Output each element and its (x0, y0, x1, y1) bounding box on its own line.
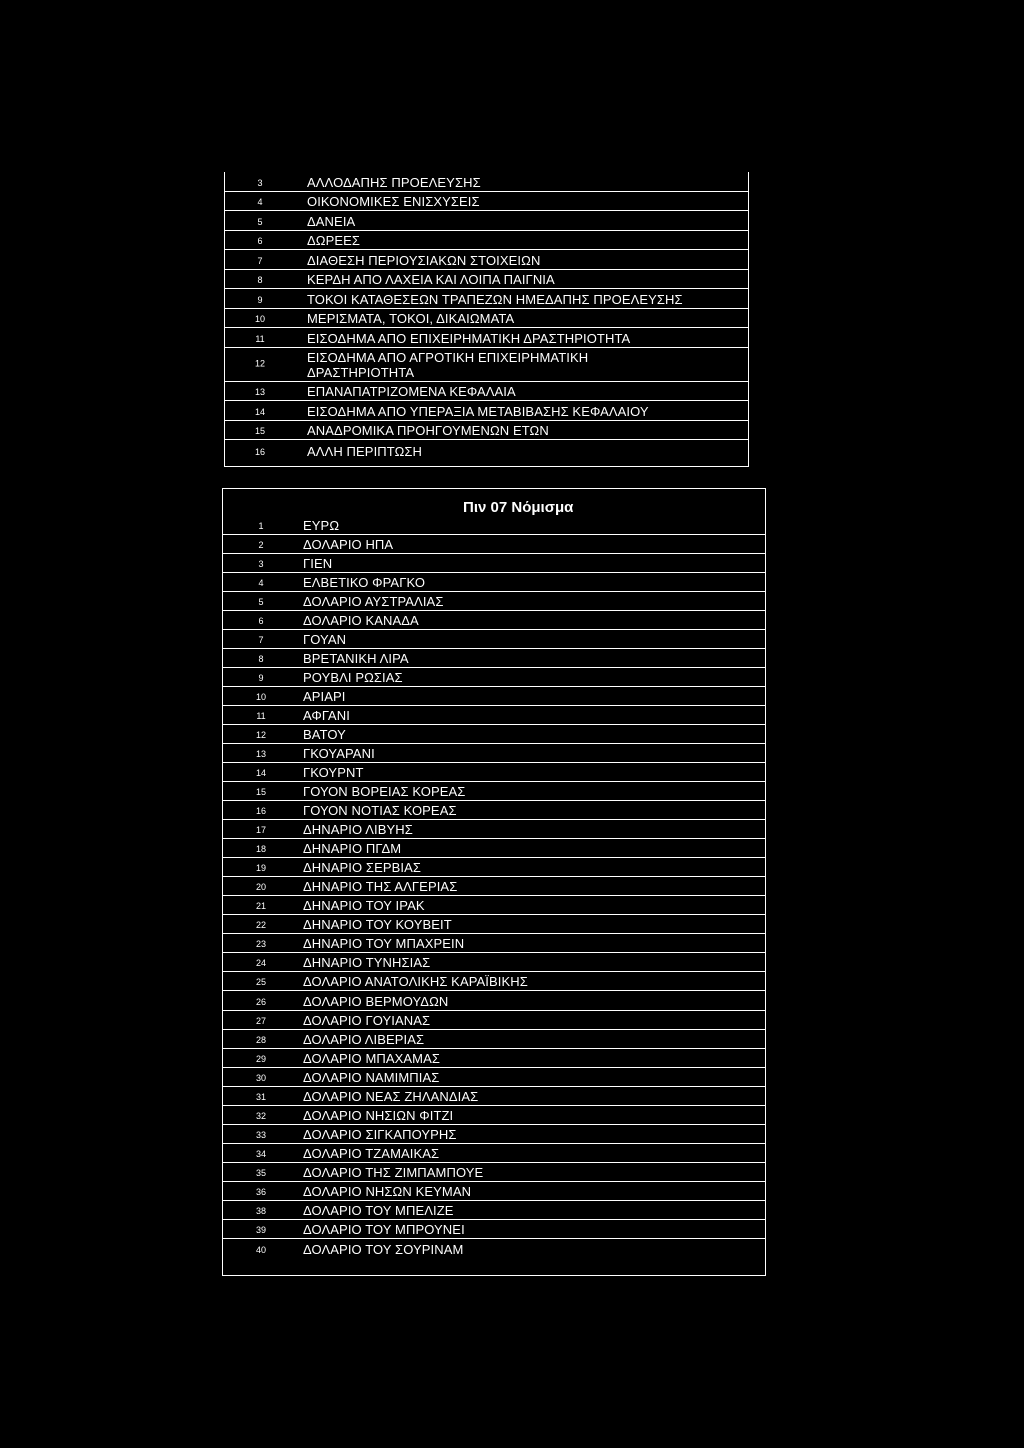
currency-row-number: 3 (258, 559, 264, 570)
income-row-number: 11 (255, 333, 265, 344)
income-row-label: ΑΝΑΔΡΟΜΙΚΑ ΠΡΟΗΓΟΥΜΕΝΩΝ ΕΤΩΝ (307, 423, 549, 438)
currency-row-number: 23 (255, 939, 266, 950)
income-row-label: ΟΙΚΟΝΟΜΙΚΕΣ ΕΝΙΣΧΥΣΕΙΣ (307, 194, 480, 209)
currency-row-label: ΔΟΛΑΡΙΟ ΣΙΓΚΑΠΟΥΡΗΣ (303, 1126, 457, 1142)
currency-row-label: ΔΟΛΑΡΙΟ ΤΟΥ ΣΟΥΡΙΝΑΜ (303, 1241, 464, 1257)
currency-row (223, 1125, 765, 1144)
currency-row-label: ΔΟΛΑΡΙΟ ΜΠΑΧΑΜΑΣ (303, 1050, 441, 1066)
income-row-label: ΤΟΚΟΙ ΚΑΤΑΘΕΣΕΩΝ ΤΡΑΠΕΖΩΝ ΗΜΕΔΑΠΗΣ ΠΡΟΕΛΕΥΣΗΣ (307, 291, 683, 307)
currency-row (223, 877, 765, 896)
currency-row (223, 1220, 765, 1239)
currency-row-number: 2 (258, 540, 264, 551)
currency-row (223, 668, 765, 687)
income-row (225, 421, 748, 441)
income-row-number: 4 (257, 197, 263, 207)
currency-row-label: ΕΥΡΩ (303, 518, 340, 534)
income-row (225, 309, 748, 329)
currency-row-number: 31 (255, 1091, 266, 1102)
income-row-number: 16 (254, 446, 265, 457)
income-row (225, 270, 748, 290)
currency-row (223, 554, 765, 573)
currency-row-label: ΔΗΝΑΡΙΟ ΤΗΣ ΑΛΓΕΡΙΑΣ (303, 879, 458, 895)
currency-row (223, 782, 765, 801)
income-row-number: 8 (257, 275, 263, 285)
currency-row-number: 22 (255, 920, 266, 931)
income-row (225, 211, 748, 231)
currency-row-label: ΔΟΛΑΡΙΟ ΤΟΥ ΜΠΡΟΥΝΕΙ (303, 1221, 465, 1237)
currency-row (223, 763, 765, 782)
currency-row-number: 40 (255, 1244, 266, 1255)
income-row-number: 3 (257, 177, 263, 188)
currency-row-number: 19 (255, 863, 266, 874)
currency-row-label: ΔΗΝΑΡΙΟ ΤΟΥ ΜΠΑΧΡΕΙΝ (303, 936, 465, 952)
currency-row (223, 611, 765, 630)
income-row (225, 401, 748, 421)
income-row-label: ΑΛΛΗ ΠΕΡΙΠΤΩΣΗ (307, 443, 423, 459)
currency-row-number: 16 (255, 806, 266, 817)
income-row (225, 192, 748, 212)
currency-row (223, 1068, 765, 1087)
income-row (225, 231, 748, 251)
currency-table-title: Πιν 07 Νόμισμα (463, 499, 574, 516)
currency-row-number: 13 (255, 749, 266, 760)
currency-row-label: ΔΗΝΑΡΙΟ ΤΥΝΗΣΙΑΣ (303, 955, 431, 971)
currency-row (223, 516, 765, 535)
income-row-label: ΕΙΣΟΔΗΜΑ ΑΠΟ ΥΠΕΡΑΞΙΑ ΜΕΤΑΒΙΒΑΣΗΣ ΚΕΦΑΛΑΙΟΥ (307, 403, 649, 419)
currency-row-number: 14 (255, 768, 266, 779)
currency-row-label: ΑΡΙΑΡΙ (303, 689, 346, 705)
income-row-label: ΕΠΑΝΑΠΑΤΡΙΖΟΜΕΝΑ ΚΕΦΑΛΑΙΑ (307, 384, 516, 399)
income-row-number: 9 (257, 294, 263, 305)
currency-row (223, 573, 765, 592)
currency-row-number: 21 (255, 901, 266, 912)
income-row-number: 7 (257, 255, 263, 266)
currency-row-label: ΔΗΝΑΡΙΟ ΠΓΔΜ (303, 841, 402, 857)
currency-row-number: 29 (255, 1053, 266, 1064)
currency-row-number: 34 (255, 1148, 266, 1159)
currency-row-number: 10 (255, 692, 266, 703)
currency-row-number: 24 (255, 958, 266, 969)
currency-row (223, 1011, 765, 1030)
currency-row-label: ΕΛΒΕΤΙΚΟ ΦΡΑΓΚΟ (303, 575, 426, 591)
currency-row-number: 4 (258, 578, 264, 589)
currency-row (223, 744, 765, 763)
currency-row-number: 12 (255, 730, 266, 741)
currency-row-number: 17 (255, 825, 266, 836)
currency-row (223, 1201, 765, 1220)
currency-row-label: ΔΟΛΑΡΙΟ ΝΕΑΣ ΖΗΛΑΝΔΙΑΣ (303, 1088, 479, 1104)
currency-row-number: 39 (255, 1224, 266, 1235)
currency-row-number: 11 (256, 711, 266, 722)
currency-row-label: ΔΟΛΑΡΙΟ ΤΟΥ ΜΠΕΛΙΖΕ (303, 1202, 454, 1218)
currency-row-label: ΔΗΝΑΡΙΟ ΤΟΥ ΚΟΥΒΕΙΤ (303, 917, 452, 933)
currency-row-number: 8 (258, 654, 264, 665)
income-source-table (224, 172, 749, 467)
currency-row-number: 30 (255, 1072, 266, 1083)
currency-row-number: 20 (255, 882, 266, 893)
currency-row (223, 1163, 765, 1182)
currency-row-number: 38 (255, 1205, 266, 1216)
currency-row (223, 630, 765, 649)
currency-row-number: 26 (255, 996, 266, 1007)
currency-table (222, 488, 766, 1276)
currency-row-label: ΒΑΤΟΥ (303, 727, 346, 743)
income-row-number: 13 (254, 387, 265, 397)
currency-row-label: ΔΗΝΑΡΙΟ ΛΙΒΥΗΣ (303, 822, 413, 838)
currency-row-label: ΔΟΛΑΡΙΟ ΒΕΡΜΟΥΔΩΝ (303, 993, 449, 1009)
currency-row-number: 32 (255, 1110, 266, 1121)
income-row (225, 250, 748, 270)
currency-row (223, 725, 765, 744)
currency-row-number: 27 (255, 1015, 266, 1026)
currency-row (223, 706, 765, 725)
currency-row-number: 28 (255, 1034, 266, 1045)
currency-row-label: ΓΟΥΟΝ ΒΟΡΕΙΑΣ ΚΟΡΕΑΣ (303, 784, 466, 800)
currency-row (223, 1087, 765, 1106)
currency-row-number: 35 (255, 1167, 266, 1178)
income-row-number: 6 (257, 236, 263, 246)
currency-row (223, 820, 765, 839)
income-row-number: 10 (254, 314, 265, 324)
currency-row (223, 1144, 765, 1163)
income-row-label: ΜΕΡΙΣΜΑΤΑ, ΤΟΚΟΙ, ΔΙΚΑΙΩΜΑΤΑ (307, 311, 515, 326)
currency-row (223, 839, 765, 858)
income-row-label: ΔΙΑΘΕΣΗ ΠΕΡΙΟΥΣΙΑΚΩΝ ΣΤΟΙΧΕΙΩΝ (307, 252, 541, 268)
currency-row-number: 33 (255, 1129, 266, 1140)
currency-row (223, 801, 765, 820)
currency-row (223, 858, 765, 877)
currency-row (223, 592, 765, 611)
currency-row-number: 7 (258, 635, 264, 646)
currency-row (223, 1030, 765, 1049)
currency-row (223, 1049, 765, 1068)
currency-row-number: 25 (255, 977, 266, 988)
income-row-label: ΕΙΣΟΔΗΜΑ ΑΠΟ ΕΠΙΧΕΙΡΗΜΑΤΙΚΗ ΔΡΑΣΤΗΡΙΟΤΗΤΑ (307, 330, 631, 346)
currency-row-label: ΒΡΕΤΑΝΙΚΗ ΛΙΡΑ (303, 651, 409, 667)
currency-row (223, 1106, 765, 1125)
currency-row-label: ΔΟΛΑΡΙΟ ΝΗΣΩΝ ΚΕΥΜΑΝ (303, 1183, 472, 1199)
currency-row (223, 972, 765, 991)
currency-row-label: ΔΟΛΑΡΙΟ ΑΥΣΤΡΑΛΙΑΣ (303, 594, 444, 610)
currency-row (223, 1182, 765, 1201)
currency-row-number: 1 (258, 521, 264, 532)
currency-row-label: ΔΟΛΑΡΙΟ ΛΙΒΕΡΙΑΣ (303, 1031, 425, 1047)
income-row (225, 328, 748, 348)
currency-row-label: ΓΙΕΝ (303, 556, 333, 572)
income-row-label: ΕΙΣΟΔΗΜΑ ΑΠΟ ΑΓΡΟΤΙΚΗ ΕΠΙΧΕΙΡΗΜΑΤΙΚΗ ΔΡΑΣΤΗΡΙΟΤΗΤΑ (307, 349, 589, 380)
currency-row-number: 9 (258, 673, 264, 684)
income-row-number: 14 (254, 406, 265, 417)
currency-row (223, 915, 765, 934)
currency-row (223, 649, 765, 668)
income-row-number: 12 (254, 358, 265, 369)
currency-row (223, 1239, 765, 1258)
currency-row (223, 992, 765, 1011)
currency-row-label: ΓΟΥΟΝ ΝΟΤΙΑΣ ΚΟΡΕΑΣ (303, 803, 457, 819)
income-row (225, 348, 748, 382)
currency-row-label: ΔΟΛΑΡΙΟ ΝΗΣΙΩΝ ΦΙΤΖΙ (303, 1107, 454, 1123)
income-row (225, 172, 748, 192)
currency-row-label: ΡΟΥΒΛΙ ΡΩΣΙΑΣ (303, 670, 403, 686)
currency-row (223, 687, 765, 706)
currency-row-number: 5 (258, 597, 264, 608)
income-row-number: 5 (257, 216, 263, 227)
currency-row-label: ΔΟΛΑΡΙΟ ΤΗΣ ΖΙΜΠΑΜΠΟΥΕ (303, 1164, 484, 1180)
currency-row-number: 6 (258, 616, 264, 627)
currency-row (223, 896, 765, 915)
income-row-number: 15 (254, 426, 265, 436)
income-row-label: ΔΑΝΕΙΑ (307, 213, 356, 229)
currency-row-number: 15 (255, 787, 266, 798)
currency-row-label: ΔΗΝΑΡΙΟ ΤΟΥ ΙΡΑΚ (303, 898, 425, 914)
income-row-label: ΔΩΡΕΕΣ (307, 233, 361, 248)
currency-row-label: ΑΦΓΑΝΙ (303, 708, 350, 724)
currency-row-label: ΔΟΛΑΡΙΟ ΤΖΑΜΑΙΚΑΣ (303, 1145, 440, 1161)
currency-row-label: ΔΟΛΑΡΙΟ ΗΠΑ (303, 537, 394, 553)
currency-row-label: ΓΟΥΑΝ (303, 632, 347, 648)
currency-row-label: ΔΗΝΑΡΙΟ ΣΕΡΒΙΑΣ (303, 860, 422, 876)
income-row (225, 382, 748, 402)
income-row (225, 289, 748, 309)
currency-row-label: ΔΟΛΑΡΙΟ ΓΟΥΙΑΝΑΣ (303, 1012, 431, 1028)
currency-row (223, 535, 765, 554)
income-row-label: ΚΕΡΔΗ ΑΠΟ ΛΑΧΕΙΑ ΚΑΙ ΛΟΙΠΑ ΠΑΙΓΝΙΑ (307, 272, 555, 287)
currency-row-label: ΔΟΛΑΡΙΟ ΚΑΝΑΔΑ (303, 613, 419, 629)
currency-row-label: ΓΚΟΥΡΝΤ (303, 765, 364, 781)
currency-row (223, 934, 765, 953)
income-row (225, 440, 748, 460)
currency-row-label: ΔΟΛΑΡΙΟ ΑΝΑΤΟΛΙΚΗΣ ΚΑΡΑΪΒΙΚΗΣ (303, 974, 528, 990)
income-row-label: ΑΛΛΟΔΑΠΗΣ ΠΡΟΕΛΕΥΣΗΣ (307, 174, 481, 190)
currency-row-label: ΓΚΟΥΑΡΑΝΙ (303, 746, 375, 762)
currency-row-label: ΔΟΛΑΡΙΟ ΝΑΜΙΜΠΙΑΣ (303, 1069, 440, 1085)
currency-row-number: 18 (255, 844, 266, 855)
currency-row-number: 36 (255, 1186, 266, 1197)
currency-row (223, 953, 765, 972)
